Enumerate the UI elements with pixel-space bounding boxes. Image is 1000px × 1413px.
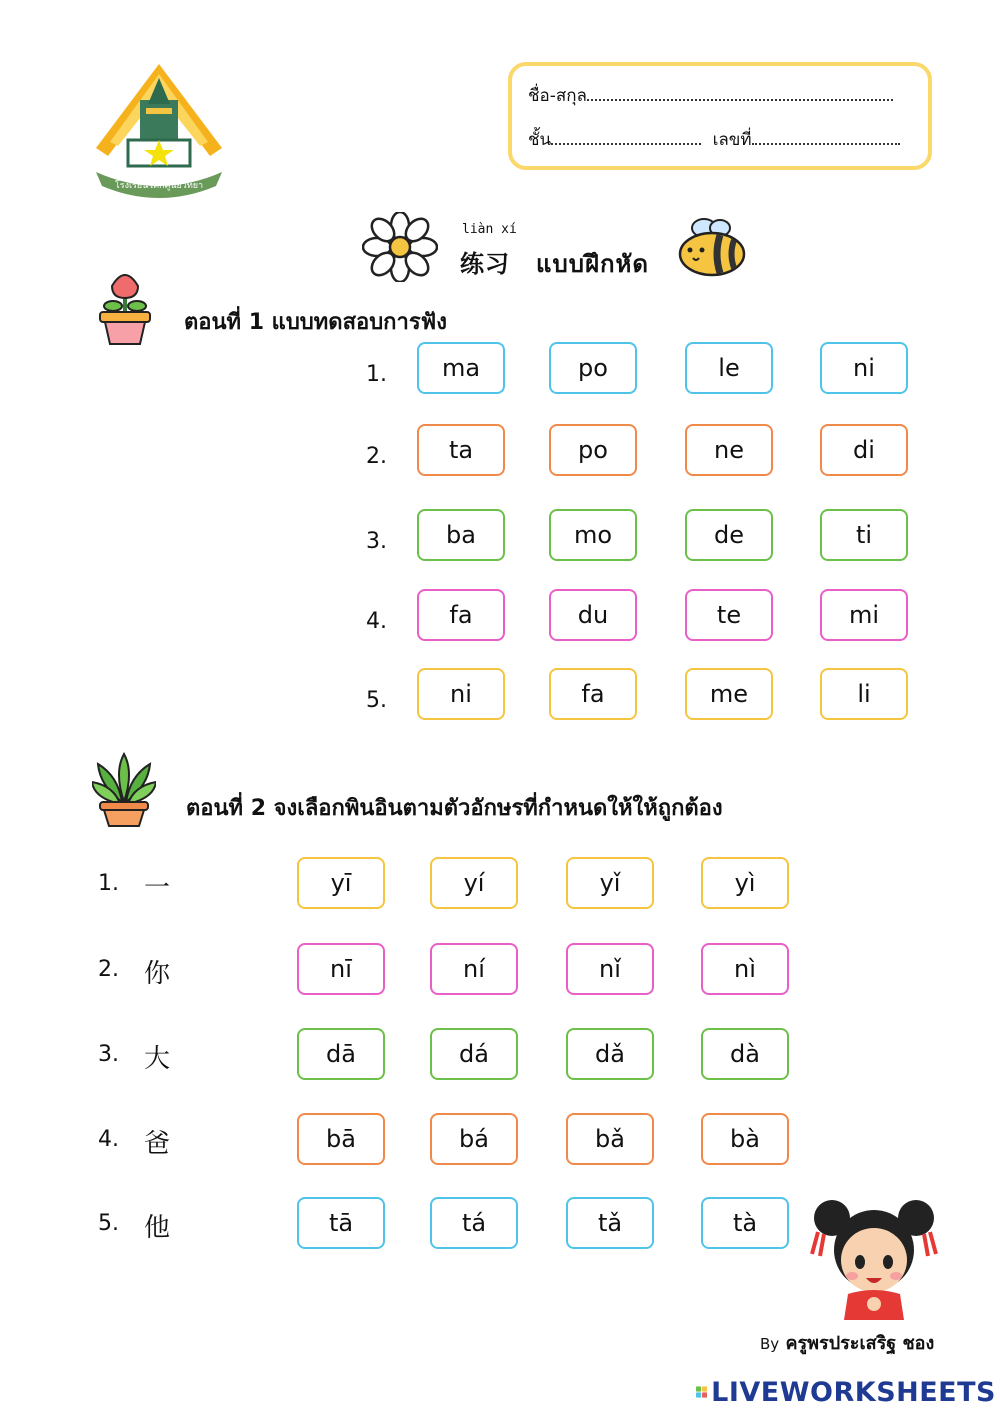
flower-icon — [362, 212, 438, 282]
section2-option[interactable]: ní — [430, 943, 518, 995]
section2-option[interactable]: yì — [701, 857, 789, 909]
section1-option[interactable]: fa — [417, 589, 505, 641]
section1-option[interactable]: ma — [417, 342, 505, 394]
seal-text: โรงเรียนโคกศูนย์วิทยา — [114, 181, 204, 191]
section1-option[interactable]: li — [820, 668, 908, 720]
section1-option[interactable]: ni — [820, 342, 908, 394]
section2-option[interactable]: dà — [701, 1028, 789, 1080]
section1-option[interactable]: ni — [417, 668, 505, 720]
section2-option[interactable]: tā — [297, 1197, 385, 1249]
section2-option[interactable]: dá — [430, 1028, 518, 1080]
section1-option[interactable]: ti — [820, 509, 908, 561]
section2-row-number: 4. — [98, 1127, 119, 1152]
section2-option[interactable]: bǎ — [566, 1113, 654, 1165]
girl-illustration — [810, 1192, 938, 1320]
section1-option[interactable]: le — [685, 342, 773, 394]
section2-chinese-character: 一 — [144, 873, 171, 903]
section2-row-number: 2. — [98, 957, 119, 982]
class-row — [528, 126, 900, 153]
title-pinyin: liàn xí — [462, 222, 517, 237]
section2-row-number: 5. — [98, 1211, 119, 1236]
number-input[interactable] — [752, 129, 900, 145]
section2-chinese-character: 你 — [144, 959, 171, 989]
section1-option[interactable]: ne — [685, 424, 773, 476]
section2-option[interactable]: nǐ — [566, 943, 654, 995]
section2-chinese-character: 大 — [144, 1044, 171, 1074]
section1-title: ตอนที่ 1 แบบทดสอบการฟัง — [184, 310, 447, 335]
section1-option[interactable]: mo — [549, 509, 637, 561]
section1-row-number: 1. — [366, 362, 387, 387]
author-name: ครูพรประเสริฐ ชอง — [785, 1333, 935, 1354]
section2-title: ตอนที่ 2 จงเลือกพินอินตามตัวอักษรที่กำหนดให้ให้ถูกต้อง — [186, 796, 723, 821]
title-thai: แบบฝึกหัด — [536, 250, 649, 278]
section1-row-number: 5. — [366, 688, 387, 713]
student-info-box — [508, 62, 932, 170]
title-hanzi: 练习 — [460, 250, 510, 278]
brand-text: LIVEWORKSHEETS — [711, 1376, 996, 1408]
plant-icon — [92, 752, 156, 828]
section2-option[interactable]: yǐ — [566, 857, 654, 909]
liveworksheets-logo — [696, 1374, 996, 1410]
class-input[interactable] — [551, 129, 701, 145]
section1-row-number: 3. — [366, 529, 387, 554]
section2-option[interactable]: bā — [297, 1113, 385, 1165]
section1-option[interactable]: du — [549, 589, 637, 641]
class-label: ชั้น — [528, 130, 552, 150]
section1-option[interactable]: de — [685, 509, 773, 561]
section2-option[interactable]: yí — [430, 857, 518, 909]
section1-option[interactable]: ta — [417, 424, 505, 476]
section2-option[interactable]: nī — [297, 943, 385, 995]
section2-chinese-character: 他 — [144, 1213, 171, 1243]
number-label: เลขที่ — [712, 130, 752, 150]
by-label: By — [760, 1335, 780, 1353]
bee-icon — [674, 216, 748, 278]
name-input[interactable] — [587, 85, 893, 101]
section2-option[interactable]: nì — [701, 943, 789, 995]
section2-option[interactable]: tá — [430, 1197, 518, 1249]
section2-option[interactable]: tà — [701, 1197, 789, 1249]
section2-option[interactable]: bá — [430, 1113, 518, 1165]
name-label: ชื่อ-สกุล — [528, 86, 587, 106]
section2-option[interactable]: dā — [297, 1028, 385, 1080]
section1-option[interactable]: fa — [549, 668, 637, 720]
section1-option[interactable]: ba — [417, 509, 505, 561]
section2-option[interactable]: dǎ — [566, 1028, 654, 1080]
author-credit — [760, 1328, 934, 1357]
section2-option[interactable]: tǎ — [566, 1197, 654, 1249]
section1-option[interactable]: po — [549, 342, 637, 394]
section2-chinese-character: 爸 — [144, 1129, 171, 1159]
section1-row-number: 2. — [366, 444, 387, 469]
section1-option[interactable]: me — [685, 668, 773, 720]
section1-option[interactable]: po — [549, 424, 637, 476]
section2-option[interactable]: yī — [297, 857, 385, 909]
section1-option[interactable]: te — [685, 589, 773, 641]
section2-option[interactable]: bà — [701, 1113, 789, 1165]
flowerpot-icon — [96, 266, 154, 348]
section1-option[interactable]: mi — [820, 589, 908, 641]
name-row — [528, 82, 893, 109]
section2-row-number: 3. — [98, 1042, 119, 1067]
section1-row-number: 4. — [366, 609, 387, 634]
school-logo — [88, 60, 230, 200]
section2-row-number: 1. — [98, 871, 119, 896]
section1-option[interactable]: di — [820, 424, 908, 476]
liveworksheets-icon — [696, 1379, 707, 1405]
